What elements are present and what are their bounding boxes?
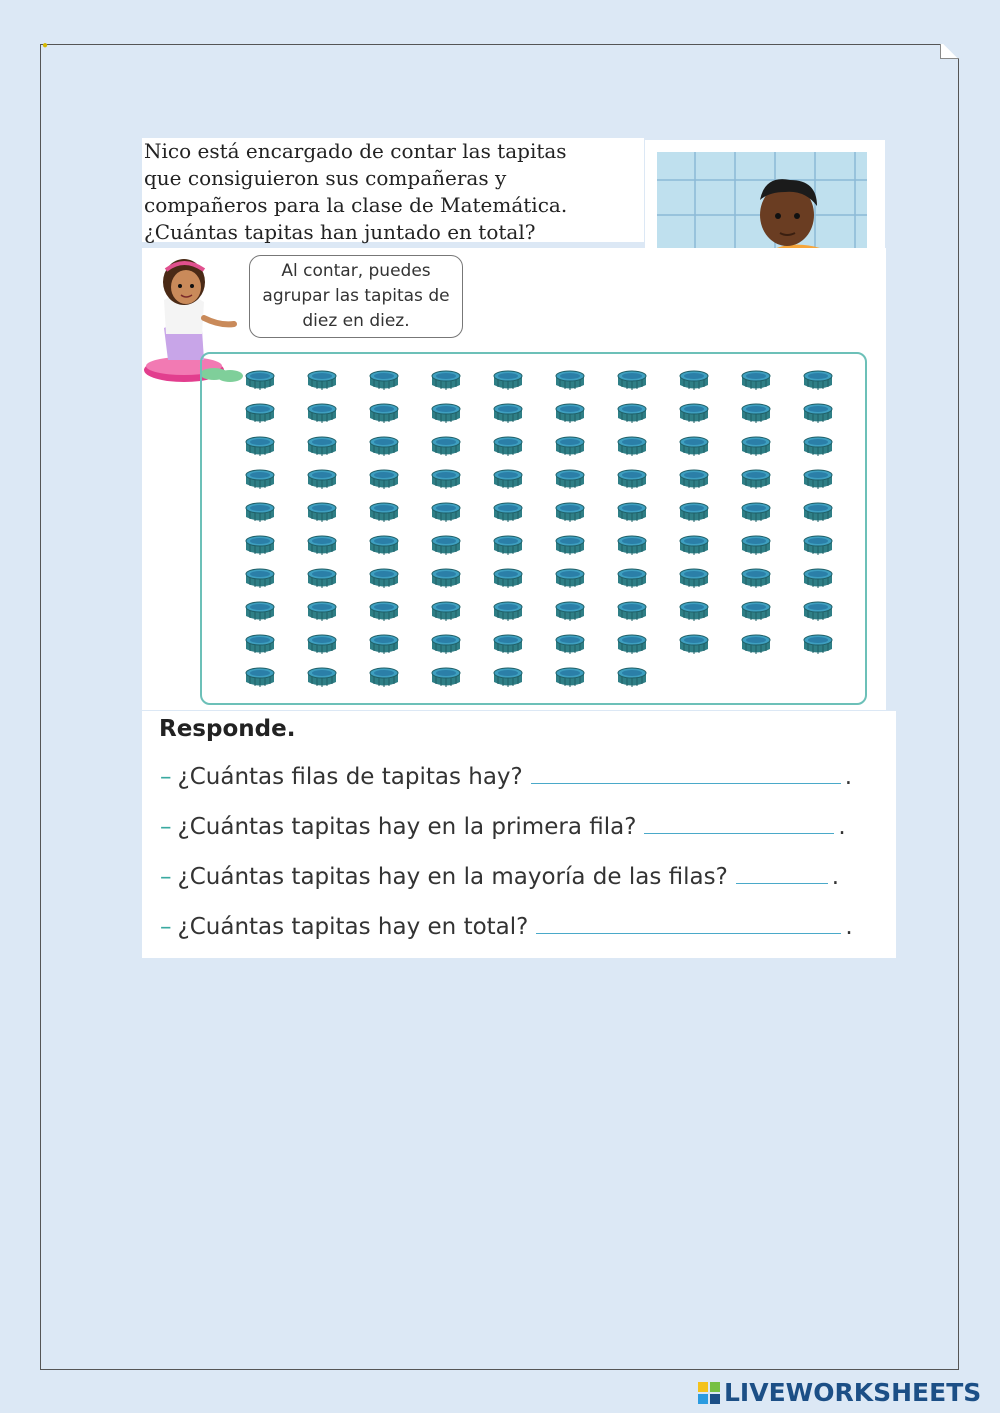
bottle-cap: [679, 370, 709, 392]
answer-blank-total[interactable]: [536, 932, 841, 934]
bottle-cap: [369, 469, 399, 491]
bottle-cap: [369, 370, 399, 392]
bottle-cap: [245, 667, 275, 689]
bottle-cap: [307, 535, 337, 557]
liveworksheets-logo: [698, 1378, 981, 1407]
intro-line: Nico está encargado de contar las tapitas: [144, 139, 567, 163]
bottle-cap: [245, 502, 275, 524]
bottle-cap: [617, 667, 647, 689]
bottle-cap: [493, 469, 523, 491]
question-period: .: [831, 864, 840, 890]
bottle-cap: [493, 601, 523, 623]
pin-icon: ●: [42, 40, 49, 51]
bottle-cap: [741, 568, 771, 590]
question-dash: –: [160, 864, 172, 890]
question-most-rows: [160, 864, 839, 890]
bottle-cap: [617, 469, 647, 491]
bottle-cap: [245, 436, 275, 458]
responde-section: [142, 711, 896, 958]
question-total: [160, 914, 853, 940]
bottle-cap: [741, 403, 771, 425]
bottle-cap: [307, 502, 337, 524]
bottle-cap: [369, 502, 399, 524]
bottle-cap: [555, 634, 585, 656]
bottle-cap: [369, 436, 399, 458]
bottle-cap: [741, 502, 771, 524]
bottle-cap: [245, 469, 275, 491]
bottle-cap: [493, 502, 523, 524]
question-text: ¿Cuántas tapitas hay en la primera fila?: [177, 814, 637, 840]
bottle-cap: [803, 634, 833, 656]
question-dash: –: [160, 914, 172, 940]
bottle-cap: [803, 601, 833, 623]
bottle-cap: [617, 403, 647, 425]
bottle-cap: [493, 568, 523, 590]
bottle-cap: [617, 370, 647, 392]
bottle-cap: [493, 436, 523, 458]
bottle-cap: [617, 535, 647, 557]
bottle-cap: [679, 403, 709, 425]
bottle-cap: [493, 634, 523, 656]
bubble-line: Al contar, puedes: [281, 261, 431, 281]
bottle-cap: [679, 469, 709, 491]
bottle-cap: [803, 436, 833, 458]
bottle-cap: [369, 601, 399, 623]
question-period: .: [845, 914, 853, 940]
bottle-cap: [245, 634, 275, 656]
bottle-cap: [493, 370, 523, 392]
intro-text: [142, 138, 644, 242]
bottle-cap: [431, 436, 461, 458]
bottle-cap: [493, 403, 523, 425]
bottle-cap: [741, 469, 771, 491]
bottle-cap: [369, 403, 399, 425]
bottle-cap: [369, 535, 399, 557]
bottle-cap: [555, 667, 585, 689]
liveworksheets-logo-icon: [698, 1382, 720, 1404]
bottle-cap: [555, 568, 585, 590]
question-text: ¿Cuántas tapitas hay en total?: [177, 914, 529, 940]
bottle-cap: [245, 601, 275, 623]
answer-blank-first-row[interactable]: [644, 832, 834, 834]
bottle-cap: [803, 403, 833, 425]
bottle-cap: [555, 370, 585, 392]
bottle-cap: [679, 568, 709, 590]
bottle-cap: [679, 502, 709, 524]
bottle-cap: [617, 436, 647, 458]
bottle-cap: [431, 370, 461, 392]
bottle-cap: [245, 568, 275, 590]
bottle-cap: [245, 370, 275, 392]
question-text: ¿Cuántas tapitas hay en la mayoría de las filas?: [177, 864, 728, 890]
bottle-cap: [741, 370, 771, 392]
question-rows-count: [160, 764, 852, 790]
bottle-cap: [617, 502, 647, 524]
bottle-cap: [431, 502, 461, 524]
bottle-cap: [493, 667, 523, 689]
bottle-cap: [803, 568, 833, 590]
brand-text: LIVEWORKSHEETS: [724, 1378, 982, 1407]
bottle-cap: [555, 601, 585, 623]
bottle-cap: [431, 634, 461, 656]
bottle-cap: [431, 667, 461, 689]
answer-blank-rows[interactable]: [531, 782, 841, 784]
bottle-cap: [307, 403, 337, 425]
speech-bubble: [249, 255, 463, 338]
question-period: .: [844, 764, 853, 790]
bottle-cap: [679, 601, 709, 623]
question-period: .: [838, 814, 846, 840]
bottle-cap: [369, 667, 399, 689]
bottle-cap: [369, 634, 399, 656]
answer-blank-most-rows[interactable]: [736, 882, 828, 884]
bottle-cap: [307, 568, 337, 590]
bottle-cap: [431, 469, 461, 491]
bottle-cap: [555, 469, 585, 491]
bottle-cap: [803, 469, 833, 491]
bottle-cap: [431, 403, 461, 425]
bottle-cap: [431, 601, 461, 623]
bottle-cap: [555, 535, 585, 557]
intro-line: compañeros para la clase de Matemática.: [144, 193, 568, 217]
bottle-cap: [431, 535, 461, 557]
bottle-cap: [555, 436, 585, 458]
question-dash: –: [160, 764, 172, 790]
bottle-cap: [741, 601, 771, 623]
bubble-line: agrupar las tapitas de: [262, 286, 450, 306]
bottle-cap: [307, 634, 337, 656]
bottle-cap: [617, 601, 647, 623]
bottle-cap: [741, 535, 771, 557]
bottle-cap: [741, 634, 771, 656]
bottle-cap: [245, 403, 275, 425]
intro-line: que consiguieron sus compañeras y: [144, 166, 507, 190]
intro-line: ¿Cuántas tapitas han juntado en total?: [144, 220, 536, 244]
bottle-cap: [493, 535, 523, 557]
question-first-row: [160, 814, 846, 840]
bottle-cap: [803, 502, 833, 524]
bottle-cap: [803, 370, 833, 392]
bottle-cap: [307, 469, 337, 491]
bottle-cap: [679, 634, 709, 656]
section-title: Responde.: [159, 716, 296, 742]
question-dash: –: [160, 814, 172, 840]
bottle-cap: [369, 568, 399, 590]
bottle-cap: [555, 403, 585, 425]
bottle-cap: [431, 568, 461, 590]
bottle-cap: [245, 535, 275, 557]
bottle-cap: [617, 568, 647, 590]
caps-activity: [142, 248, 886, 710]
question-text: ¿Cuántas filas de tapitas hay?: [177, 764, 523, 790]
bottle-cap: [307, 667, 337, 689]
bottle-cap: [803, 535, 833, 557]
page-corner-fold: [940, 44, 959, 59]
bottle-cap: [307, 436, 337, 458]
bottle-cap: [555, 502, 585, 524]
bottle-cap: [617, 634, 647, 656]
bubble-line: diez en diez.: [302, 311, 410, 331]
bottle-cap: [679, 535, 709, 557]
bottle-cap: [679, 436, 709, 458]
bottle-cap: [741, 436, 771, 458]
bottle-cap: [307, 601, 337, 623]
bottle-cap: [307, 370, 337, 392]
